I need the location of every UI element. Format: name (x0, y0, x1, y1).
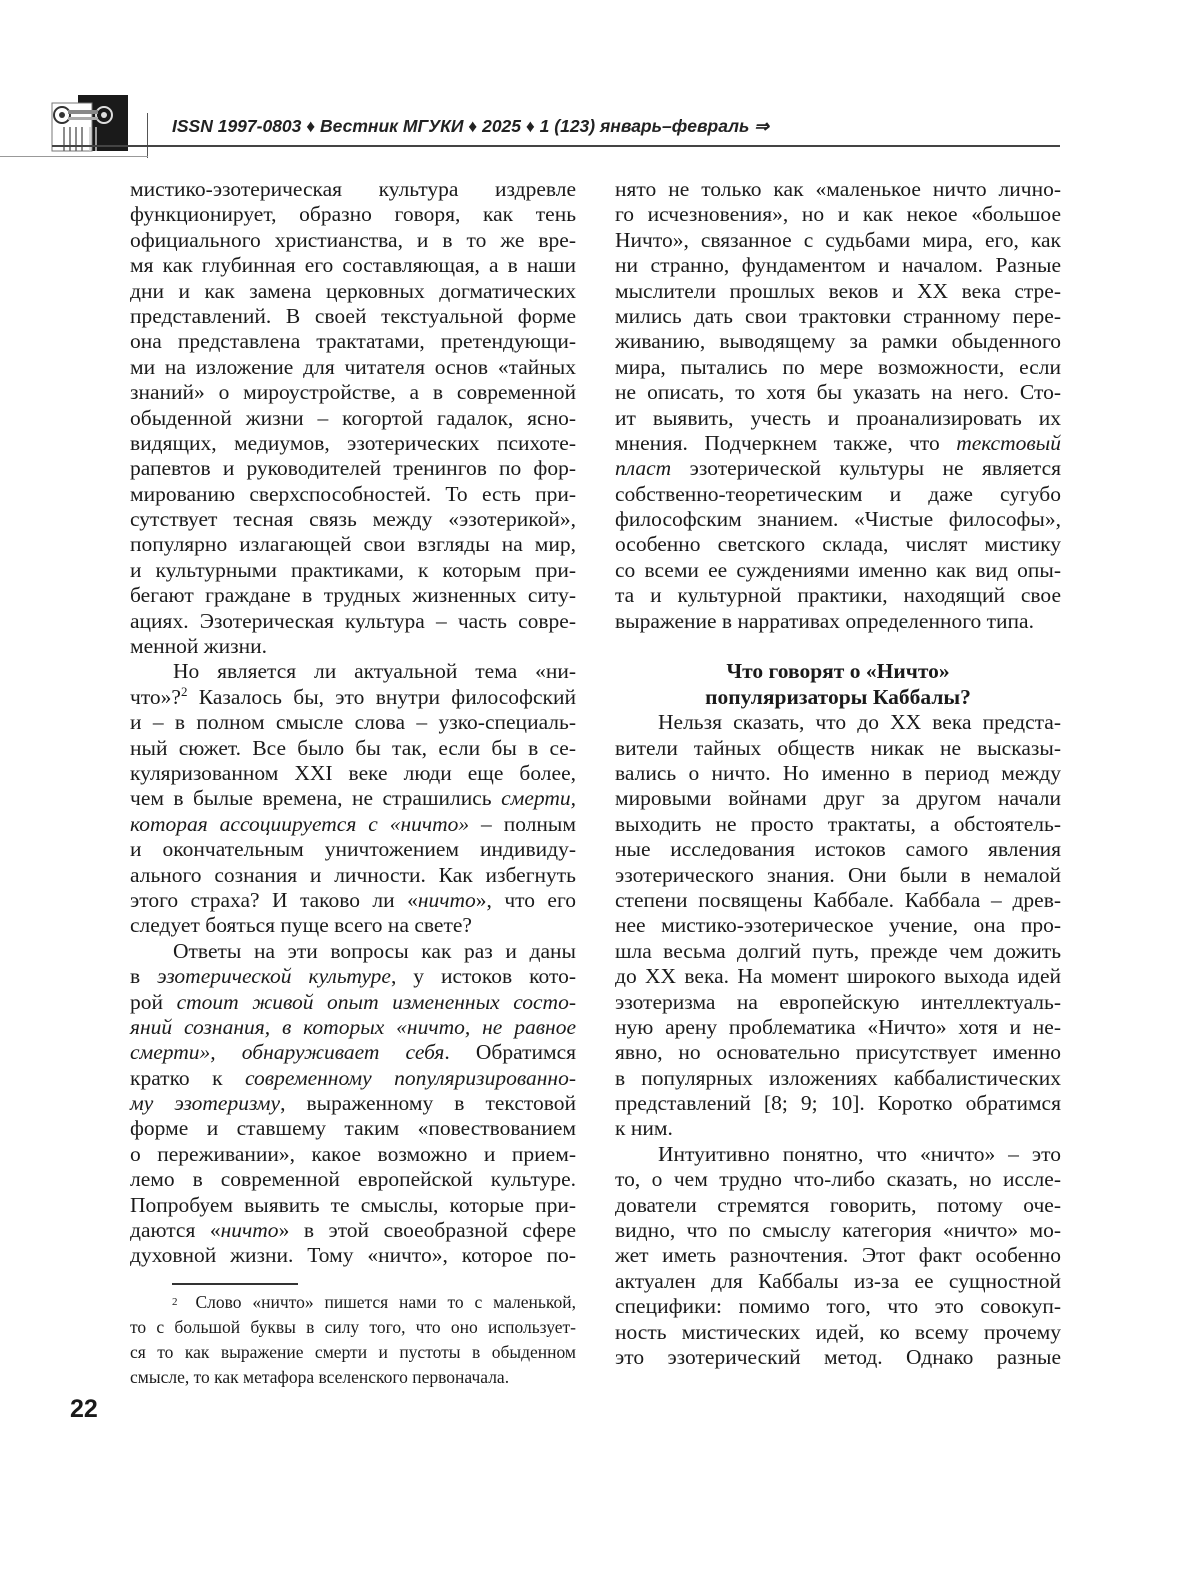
text-segment: мировыми войнами друг за другом начали (615, 786, 1061, 811)
text-segment: степени посвящены Каббале. Каббала – древ- (615, 887, 1061, 912)
text-line (130, 558, 576, 583)
text-segment: сутствует тесная связь между «эзотерикой», (130, 507, 576, 532)
text-line (615, 1142, 1061, 1167)
text-segment: ациях. Эзотерическая культура – часть совре- (130, 608, 576, 633)
text-segment: в (130, 964, 158, 989)
text-line (615, 202, 1061, 227)
text-line (615, 532, 1061, 557)
text-line (615, 355, 1061, 380)
footnote-line: то с большой буквы в силу того, что оно использует- (130, 1317, 576, 1337)
text-segment: это эзотерический метод. Однако разные (615, 1344, 1061, 1369)
text-line (130, 634, 576, 659)
text-line (615, 253, 1061, 278)
text-line (130, 329, 576, 354)
text-segment: актуален для Каббалы из-за ее сущностной (615, 1268, 1061, 1293)
text-segment: мя как глубинная его составляющая, а в наши (130, 253, 576, 278)
text-segment: Ничто», связанное с судьбами мира, его, как (615, 227, 1061, 252)
text-line (615, 1345, 1061, 1370)
text-segment: и – в полном смысле слова – узко-специаль- (130, 710, 576, 735)
italic-emphasis: яний сознания, в которых «ничто, не равное (130, 1014, 576, 1039)
header-rule (52, 145, 1060, 147)
text-segment: эзотерического знания. Они были в немалой (615, 862, 1061, 887)
text-segment: живанию, выводящему за рамки обыденного (615, 329, 1061, 354)
text-segment: », что его (475, 887, 576, 912)
text-segment: собственно-теоретическим и даже сугубо (615, 481, 1061, 506)
left-column (130, 177, 576, 1269)
text-segment: шла весьма долгий путь, прежде чем дожить (615, 938, 1061, 963)
text-segment: Что говорят о «Ничто» (726, 659, 950, 684)
text-segment: популяризаторы Каббалы? (705, 684, 971, 709)
footnote-reference: 2 (180, 683, 188, 699)
text-line (130, 177, 576, 202)
text-segment: ми на изложение для читателя основ «тайных (130, 354, 576, 379)
text-line (130, 863, 576, 888)
text-line (130, 786, 576, 811)
italic-emphasis: му эзотеризму (130, 1091, 281, 1116)
running-header: ISSN 1997-0803 ♦ Вестник МГУКИ ♦ 2025 ♦ 1 (123) январь–февраль ⇒ (172, 116, 769, 136)
italic-emphasis: ничто (417, 887, 476, 912)
text-line (130, 761, 576, 786)
footnote-line (130, 1290, 576, 1315)
text-line (130, 659, 576, 684)
text-line (130, 279, 576, 304)
text-line (615, 228, 1061, 253)
italic-emphasis: смерти», обнаруживает себя (130, 1040, 445, 1065)
text-segment: жет иметь разночтения. Этот факт особенно (615, 1243, 1061, 1268)
text-line (615, 304, 1061, 329)
text-segment: что»? (130, 684, 181, 709)
text-segment: специфики: помимо того, что это совокуп- (615, 1294, 1061, 1319)
text-segment: дни и как замена церковных догматических (130, 278, 576, 303)
text-segment: духовной жизни. Тому «ничто», которое по- (130, 1243, 576, 1268)
blank-line (615, 634, 1061, 659)
text-line (615, 913, 1061, 938)
text-segment: та и культурной практики, находящий свое (615, 583, 1061, 608)
text-segment: Интуитивно понятно, что «ничто» – это (658, 1141, 1061, 1166)
text-segment: Нельзя сказать, что до XX века предста- (658, 710, 1061, 735)
text-line (615, 710, 1061, 735)
text-line (130, 964, 576, 989)
text-line (615, 583, 1061, 608)
text-line (130, 685, 576, 710)
text-line (130, 837, 576, 862)
text-line (130, 355, 576, 380)
text-line (615, 482, 1061, 507)
text-segment: ную арену проблематика «Ничто» хотя и не- (615, 1014, 1061, 1039)
text-segment: рой (130, 989, 177, 1014)
text-line (130, 406, 576, 431)
text-segment: официального христианства, и в то же вре- (130, 227, 576, 252)
text-segment: ность мистических идей, ко всему прочему (615, 1319, 1061, 1344)
text-segment: мира, пытались по мере возможности, если (615, 354, 1061, 379)
footnote-text: Слово «ничто» пишется нами то с маленькой, (195, 1292, 576, 1312)
text-line (130, 482, 576, 507)
text-line (615, 863, 1061, 888)
text-line (615, 406, 1061, 431)
text-line (130, 532, 576, 557)
text-segment: форме и ставшему таким «повествованием (130, 1116, 576, 1141)
text-line (130, 990, 576, 1015)
text-segment: эзотеризма на европейскую интеллектуаль- (615, 989, 1061, 1014)
text-segment: – полным (469, 811, 576, 836)
text-segment: лемо в современной европейской культуре. (130, 1167, 576, 1192)
text-segment: видно, что по смыслу категория «ничто» мо- (615, 1218, 1061, 1243)
text-segment: » в этой своеобразной сфере (278, 1218, 576, 1243)
text-line (615, 431, 1061, 456)
italic-emphasis: пласт (615, 456, 672, 481)
text-line (130, 913, 576, 938)
text-line (130, 253, 576, 278)
text-line (615, 279, 1061, 304)
text-segment: даются « (130, 1218, 221, 1243)
italic-emphasis: эзотерической культуре (157, 964, 391, 989)
text-line (615, 837, 1061, 862)
text-line (130, 609, 576, 634)
text-line (615, 990, 1061, 1015)
text-segment: Ответы на эти вопросы как раз и даны (173, 938, 576, 963)
text-segment: в популярных изложениях каббалистических (615, 1065, 1061, 1090)
text-line (615, 456, 1061, 481)
text-line (615, 1015, 1061, 1040)
text-line (615, 939, 1061, 964)
text-line (615, 761, 1061, 786)
text-line (615, 812, 1061, 837)
text-segment: то, о чем трудно что-либо сказать, но иссле- (615, 1167, 1061, 1192)
text-segment: ального сознания и личности. Как избегнуть (130, 862, 576, 887)
text-segment: и культурными практиками, к которым при- (130, 557, 576, 582)
text-segment: этого страха? И таково ли « (130, 887, 418, 912)
text-segment: рапевтов и руководителей тренингов по фор- (130, 456, 576, 481)
text-line (615, 558, 1061, 583)
text-line (615, 736, 1061, 761)
text-line (130, 736, 576, 761)
text-line (615, 1218, 1061, 1243)
text-segment: она представлена трактатами, претендующи- (130, 329, 576, 354)
text-segment: и окончательным уничтожением индивиду- (130, 837, 576, 862)
text-segment: . Обратимся (444, 1040, 576, 1065)
text-segment: ит выявить, учесть и проанализировать их (615, 405, 1061, 430)
header-margin-rule (0, 156, 148, 157)
text-line (130, 228, 576, 253)
right-column (615, 177, 1061, 1370)
text-segment: к ним. (615, 1116, 673, 1141)
text-segment: мыслители прошлых веков и XX века стре- (615, 278, 1061, 303)
text-segment: явно, но основательно присутствует именно (615, 1040, 1061, 1065)
text-line (130, 812, 576, 837)
text-line (130, 507, 576, 532)
journal-logo-ionic-column-icon (50, 93, 130, 153)
text-line (130, 202, 576, 227)
text-segment: знаний» о мироустройстве, а в современной (130, 380, 576, 405)
text-segment: мистико-эзотерическая культура издревле (130, 177, 576, 201)
text-line (615, 177, 1061, 202)
italic-emphasis: которая ассоциируется с «ничто» (130, 811, 470, 836)
text-segment: эзотерической культуры не является (671, 456, 1061, 481)
text-segment: не описать, то хотя бы указать на него. Сто- (615, 380, 1061, 405)
text-line (130, 888, 576, 913)
text-line (615, 1294, 1061, 1319)
text-line (130, 304, 576, 329)
text-line (130, 710, 576, 735)
text-segment: го исчезновения», но и как некое «большое (615, 202, 1061, 227)
text-segment: мированию сверхспособностей. То есть при- (130, 481, 576, 506)
text-line (130, 380, 576, 405)
text-segment: философским знанием. «Чистые философы», (615, 507, 1061, 532)
text-segment: видящих, медиумов, эзотерических психоте- (130, 430, 576, 455)
text-line (130, 1243, 576, 1268)
text-segment: менной жизни. (130, 634, 268, 659)
text-segment: вители тайных обществ никак не высказы- (615, 735, 1061, 760)
text-line (615, 1167, 1061, 1192)
text-line (130, 1167, 576, 1192)
text-segment: выражение в нарративах определенного типа. (615, 608, 1034, 633)
text-segment: выходить не просто трактаты, а обстоятель- (615, 811, 1061, 836)
footnote-number: 2 (172, 1296, 178, 1308)
text-line (130, 1193, 576, 1218)
text-segment: ни странно, фундаментом и началом. Разные (615, 253, 1061, 278)
text-segment: куляризованном XXI веке люди еще более, (130, 760, 576, 785)
text-segment: следует бояться пуще всего на свете? (130, 913, 472, 938)
text-line (130, 1040, 576, 1065)
text-line (615, 964, 1061, 989)
text-segment: , выраженному в текстовой (280, 1091, 576, 1116)
footnote (130, 1290, 576, 1390)
text-line (615, 1193, 1061, 1218)
italic-emphasis: текстовый (956, 430, 1061, 455)
text-line (130, 1015, 576, 1040)
header-vertical-rule (147, 113, 148, 158)
text-line (130, 456, 576, 481)
text-segment: до XX века. На момент широкого выхода идей (615, 964, 1061, 989)
text-line (130, 939, 576, 964)
section-heading-line (615, 659, 1061, 684)
text-line (615, 1116, 1061, 1141)
text-segment: нее мистико-эзотерическое учение, она про- (615, 913, 1061, 938)
text-segment: особенно светского склада, числят мистику (615, 532, 1061, 557)
text-line (615, 1269, 1061, 1294)
text-line (615, 1066, 1061, 1091)
text-line (615, 786, 1061, 811)
text-segment: кратко к (130, 1065, 246, 1090)
section-heading-line (615, 685, 1061, 710)
italic-emphasis: современному популяризированно- (245, 1065, 576, 1090)
text-line (130, 1116, 576, 1141)
text-segment: Но является ли актуальной тема «ни- (173, 659, 576, 684)
text-line (130, 1066, 576, 1091)
text-segment: Казалось бы, это внутри философский (187, 684, 576, 709)
text-segment: со всеми ее суждениями именно как вид опы- (615, 557, 1061, 582)
text-line (615, 609, 1061, 634)
text-line (615, 888, 1061, 913)
text-segment: функционирует, образно говоря, как тень (130, 202, 576, 227)
text-segment: дователи стремятся говорить, потому оче- (615, 1192, 1061, 1217)
text-line (130, 1218, 576, 1243)
text-line (615, 1091, 1061, 1116)
text-segment: бегают граждане в трудных жизненных ситу- (130, 583, 576, 608)
text-segment: о переживании», какое возможно и прием- (130, 1141, 576, 1166)
text-segment: Попробуем выявить те смыслы, которые при- (130, 1192, 576, 1217)
text-line (130, 583, 576, 608)
text-line (130, 1091, 576, 1116)
text-segment: ные исследования истоков самого явления (615, 837, 1061, 862)
text-line (615, 507, 1061, 532)
text-line (615, 1320, 1061, 1345)
text-segment: популярно излагающей свои взгляды на мир, (130, 532, 576, 557)
text-segment: представлений [8; 9; 10]. Коротко обратимся (615, 1091, 1061, 1116)
italic-emphasis: стоит живой опыт измененных состо- (176, 989, 576, 1014)
text-segment: мнения. Подчеркнем также, что (615, 430, 957, 455)
italic-emphasis: смерти, (501, 786, 576, 811)
text-line (615, 1040, 1061, 1065)
text-line (615, 380, 1061, 405)
page-number: 22 (70, 1395, 98, 1423)
text-line (130, 1142, 576, 1167)
italic-emphasis: ничто (220, 1218, 279, 1243)
text-line (615, 1243, 1061, 1268)
text-line (130, 431, 576, 456)
text-segment: представлений. В своей текстуальной форме (130, 303, 576, 328)
text-line (615, 329, 1061, 354)
text-segment: обыденной жизни – когортой гадалок, ясно- (130, 405, 576, 430)
text-segment: , у истоков кото- (390, 964, 576, 989)
text-segment: чем в былые времена, не страшились (130, 786, 502, 811)
footnote-line: смысле, то как метафора вселенского первоначала. (130, 1367, 510, 1387)
text-segment: ный сюжет. Все было бы так, если бы в се- (130, 735, 576, 760)
text-segment: мились дать свои трактовки странному пере- (615, 303, 1061, 328)
footnote-rule (172, 1283, 298, 1285)
text-segment: нято не только как «маленькое ничто лично- (615, 177, 1061, 201)
footnote-line: ся то как выражение смерти и пустоты в обыденном (130, 1342, 576, 1362)
text-segment: вались о ничто. Но именно в период между (615, 760, 1061, 785)
